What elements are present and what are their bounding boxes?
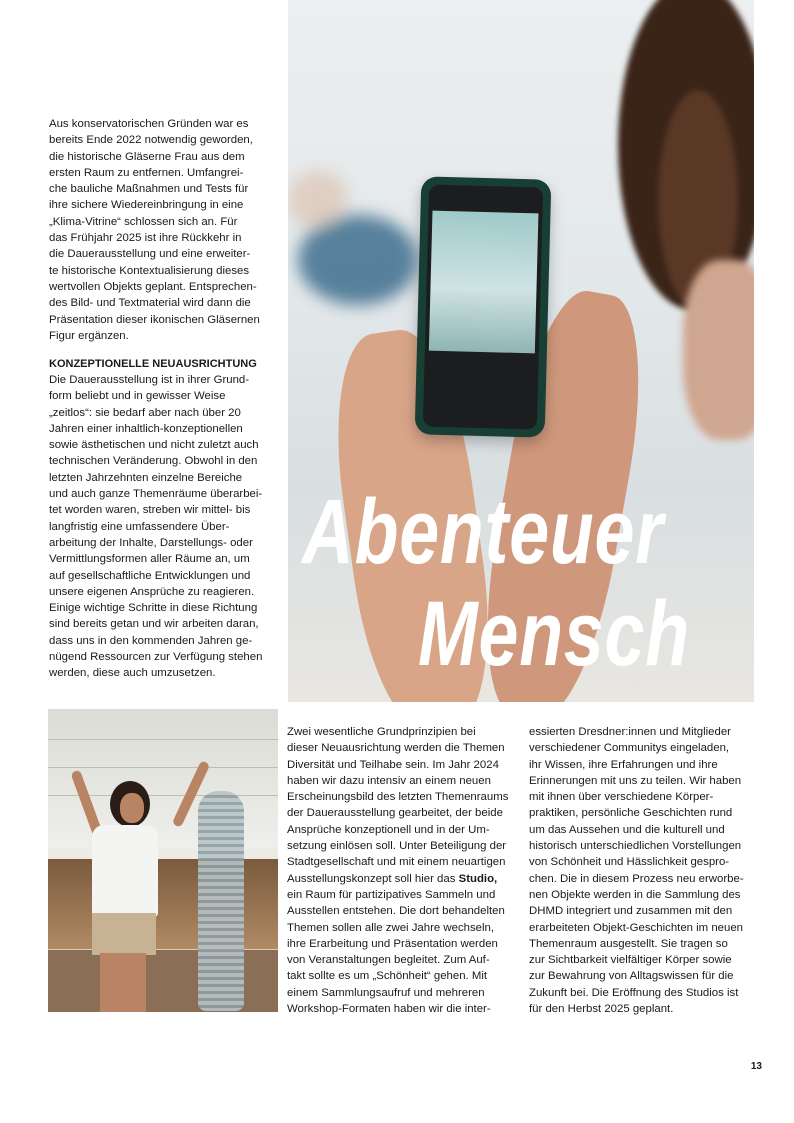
middle-column-text (287, 724, 523, 1017)
hero-title-line-2: Mensch (418, 583, 690, 685)
middle-text-after: ein Raum für partizipatives Sammeln und Ausstellen entstehen. Die dort behandelten Themen sollen alle zwei Jahre wechseln, ihre Erarbeitung und Präsentation werden von Veranstaltungen begleitet. Zum Auf- takt sollte es um „Schönheit“ gehen. Mit einem Sammlungsaufruf und mehreren Workshop-Formaten haben wir die inter- (287, 888, 505, 1016)
section-heading: KONZEPTIONELLE NEUAUSRICHTUNG (49, 358, 257, 370)
middle-text-before: Zwei wesentliche Grundprinzipien bei dieser Neuausrichtung werden die Themen Diversität und Teilhabe sein. Im Jahr 2024 haben wir dazu intensiv an einem neuen Erscheinungsbild des letzten Themenraums der Dauerausstellung gearbeitet, der beide Ansprüche konzeptionell und in der Um- setzung einlösen soll. Unter Beteiligung der Stadtgesellschaft und mit einem neuartigen Ausstellungskonzept soll hier das (287, 726, 509, 885)
hero-title-line-1: Abenteuer (302, 481, 664, 583)
studio-emphasis: Studio, (458, 872, 498, 885)
exhibition-photo (48, 709, 278, 1012)
section-body: Die Dauerausstellung ist in ihrer Grund- form beliebt und in gewisser Weise „zeitlos“: sie bedarf aber nach über 20 Jahren einer inhaltlich-konzeptionellen sowie ästhetischen und nicht zuletzt auch technischen Veränderung. Obwohl in den letzten Jahrzehnten einzelne Bereiche und auch ganze Themenräume überarbei- tet worden waren, streben wir mittel- bis langfristig eine umfassendere Über- arbeitung der Inhalte, Darstellungs- oder Vermittlungsformen aller Räume an, um auf gesellschaftliche Entwicklungen und unsere eigenen Ansprüche zu reagieren. Einige wichtige Schritte in diese Richtung sind bereits getan und wir arbeiten daran, dass uns in den kommenden Jahren ge- nügend Ressourcen zur Verfügung stehen werden, diese auch umzusetzen. (49, 374, 263, 680)
right-column-text: essierten Dresdner:innen und Mitglieder verschiedener Communitys eingeladen, ihr Wissen, ihre Erfahrungen und ihre Erinnerungen mit uns zu teilen. Wir haben mit ihnen über verschiedene Körper- praktiken, persönliche Geschichten rund um das Aussehen und die kulturell und historisch unterschiedlichen Vorstellungen von Schönheit und Hässlichkeit gespro- chen. Die in diesem Prozess neu erworbe- nen Objekte werden in die Sammlung des DHMD integriert und zusammen mit den erarbeiteten Objekt-Geschichten im neuen Themenraum ausgestellt. Sie tragen so zur Sichtbarkeit vielfältiger Körper sowie zur Bewahrung von Alltagswissen für die Zukunft bei. Die Eröffnung des Studios ist für den Herbst 2025 geplant. (529, 726, 744, 1016)
intro-paragraph: Aus konservatorischen Gründen war es bereits Ende 2022 notwendig geworden, die historische Gläserne Frau aus dem ersten Raum zu entfernen. Umfangrei- che bauliche Maßnahmen und Tests für ihre sichere Wiedereinbringung in eine „Klima-Vitrine“ schlossen sich an. Für das Frühjahr 2025 ist ihre Rückkehr in die Dauerausstellung und eine erweiter- te historische Kontextualisierung dieses wertvollen Objekts geplant. Entsprechen- des Bild- und Textmaterial wird dann die Präsentation dieser ikonischen Gläsernen Figur ergänzen. (49, 118, 260, 342)
camera-preview (429, 211, 539, 354)
page-number: 13 (750, 1061, 762, 1072)
smartphone (415, 176, 552, 437)
phone-screen (423, 185, 543, 430)
hero-photo (288, 0, 754, 702)
glass-figure-model (198, 791, 244, 1011)
